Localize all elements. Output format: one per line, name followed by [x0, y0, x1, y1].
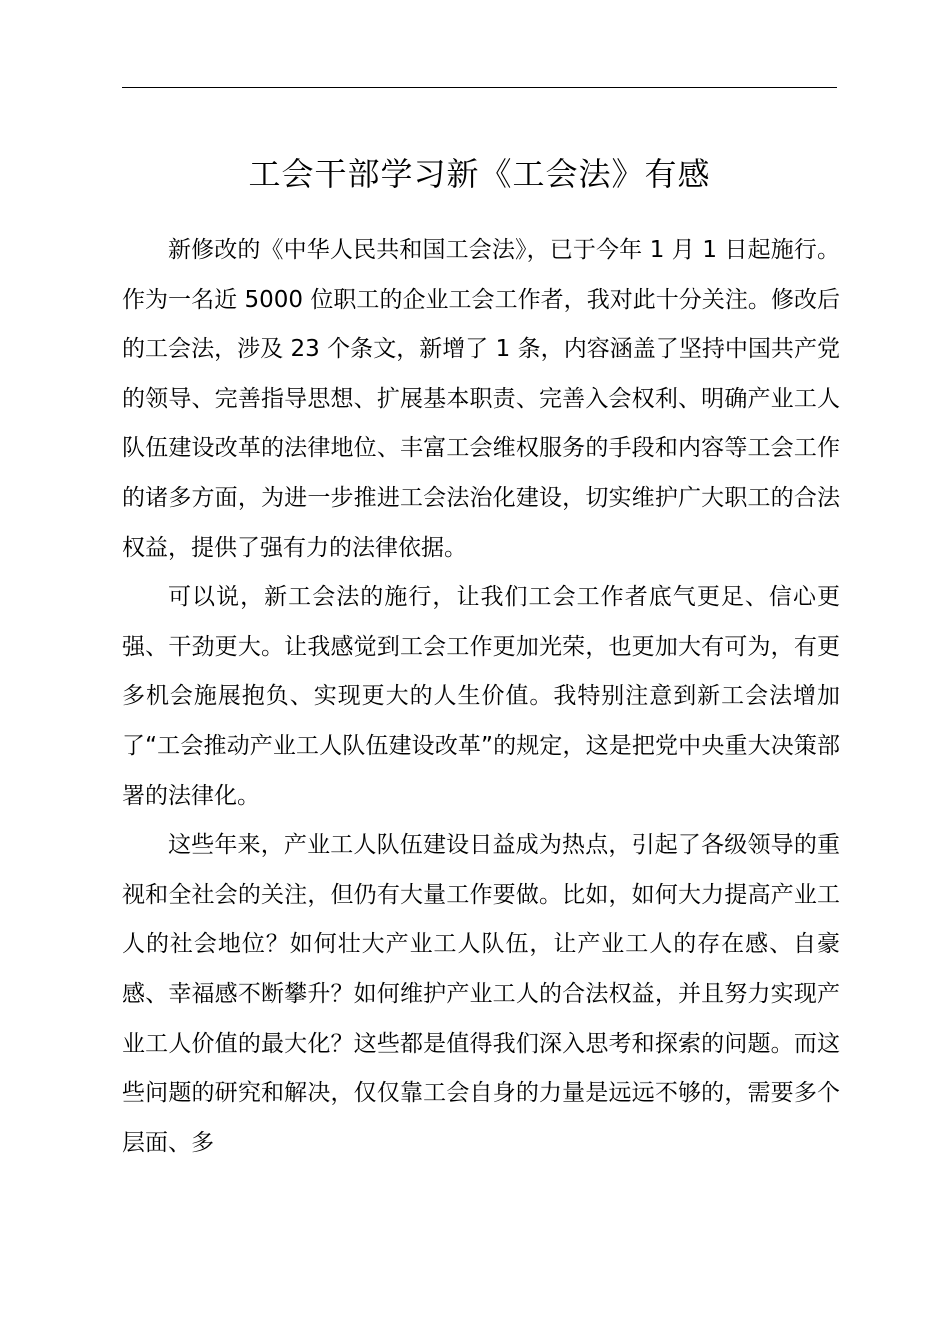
- document-body: [122, 226, 840, 1168]
- paragraph-1: 新修改的《中华人民共和国工会法》，已于今年 1 月 1 日起施行。作为一名近 5000 位职工的企业工会工作者，我对此十分关注。修改后的工会法，涉及 23 个条文，新增了 1 条，内容涵盖了坚持中国共产党的领导、完善指导思想、扩展基本职责、完善入会权利、明确产业工人队伍建设改革的法律地位、丰富工会维权服务的手段和内容等工会工作的诸多方面，为进一步推进工会法治化建设，切实维护广大职工的合法权益，提供了强有力的法律依据。: [122, 237, 840, 561]
- document-title: 工会干部学习新《工会法》有感: [248, 155, 711, 193]
- header-rule: [122, 87, 837, 88]
- paragraph-2: 可以说，新工会法的施行，让我们工会工作者底气更足、信心更强、干劲更大。让我感觉到工会工作更加光荣，也更加大有可为，有更多机会施展抱负、实现更大的人生价值。我特别注意到新工会法增加了“工会推动产业工人队伍建设改革”的规定，这是把党中央重大决策部署的法律化。: [122, 584, 840, 809]
- paragraph-3: 这些年来，产业工人队伍建设日益成为热点，引起了各级领导的重视和全社会的关注，但仍有大量工作要做。比如，如何大力提高产业工人的社会地位？如何壮大产业工人队伍，让产业工人的存在感、自豪感、幸福感不断攀升？如何维护产业工人的合法权益，并且努力实现产业工人价值的最大化？这些都是值得我们深入思考和探索的问题。而这些问题的研究和解决，仅仅靠工会自身的力量是远远不够的，需要多个层面、多: [122, 832, 840, 1156]
